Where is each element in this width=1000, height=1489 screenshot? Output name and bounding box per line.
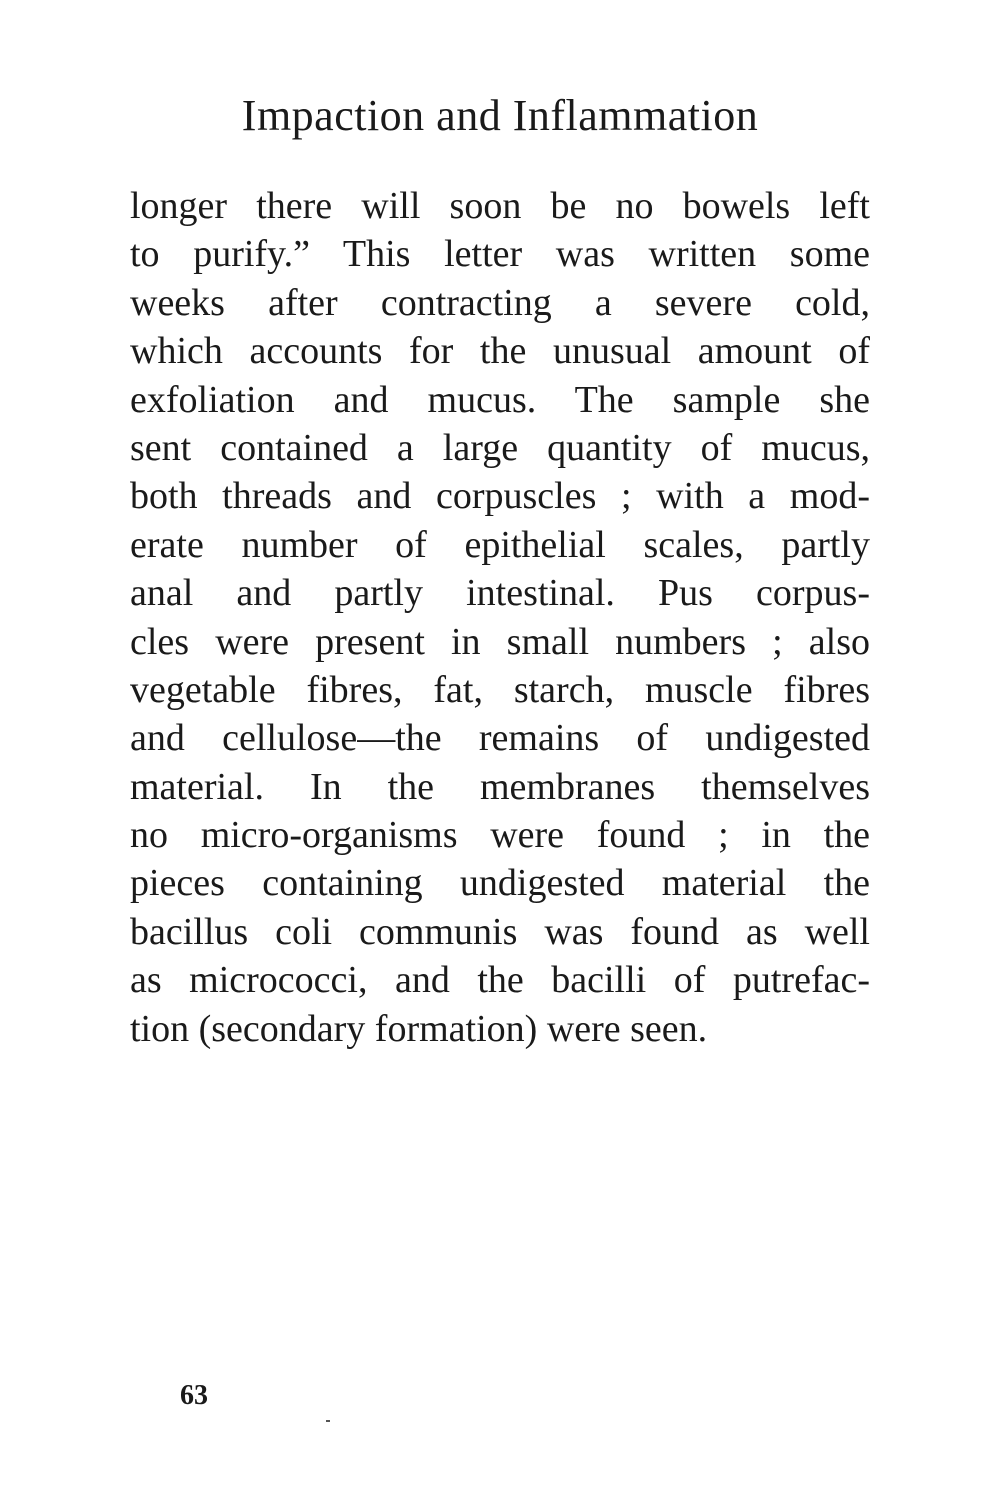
print-speck bbox=[326, 1420, 330, 1422]
text-line: to purify.” This letter was written some bbox=[130, 233, 870, 276]
text-line: no micro-organisms were found ; in the bbox=[130, 814, 870, 857]
text-line: which accounts for the unusual amount of bbox=[130, 330, 870, 373]
text-line: longer there will soon be no bowels left bbox=[130, 185, 870, 227]
page-number: 63 bbox=[180, 1380, 208, 1411]
text-line: pieces containing undigested material the bbox=[130, 862, 870, 905]
text-line: tion (secondary formation) were seen. bbox=[130, 1007, 708, 1050]
text-line: weeks after contracting a severe cold, bbox=[130, 281, 870, 324]
text-line: cles were present in small numbers ; also bbox=[130, 620, 870, 663]
text-line: erate number of epithelial scales, partly bbox=[130, 523, 870, 566]
text-line: both threads and corpuscles ; with a mod- bbox=[130, 475, 870, 518]
body-paragraph bbox=[130, 182, 870, 1053]
text-line: anal and partly intestinal. Pus corpus- bbox=[130, 572, 870, 615]
text-line: bacillus coli communis was found as well bbox=[130, 910, 870, 953]
text-line: and cellulose—the remains of undigested bbox=[130, 717, 870, 760]
text-line: material. In the membranes themselves bbox=[130, 765, 870, 808]
text-line: exfoliation and mucus. The sample she bbox=[130, 378, 870, 421]
text-line: vegetable fibres, fat, starch, muscle fibres bbox=[130, 668, 870, 711]
text-line: as micrococci, and the bacilli of putrefac- bbox=[130, 959, 870, 1002]
text-line: sent contained a large quantity of mucus, bbox=[130, 426, 870, 469]
running-head: Impaction and Inflammation bbox=[241, 91, 759, 140]
